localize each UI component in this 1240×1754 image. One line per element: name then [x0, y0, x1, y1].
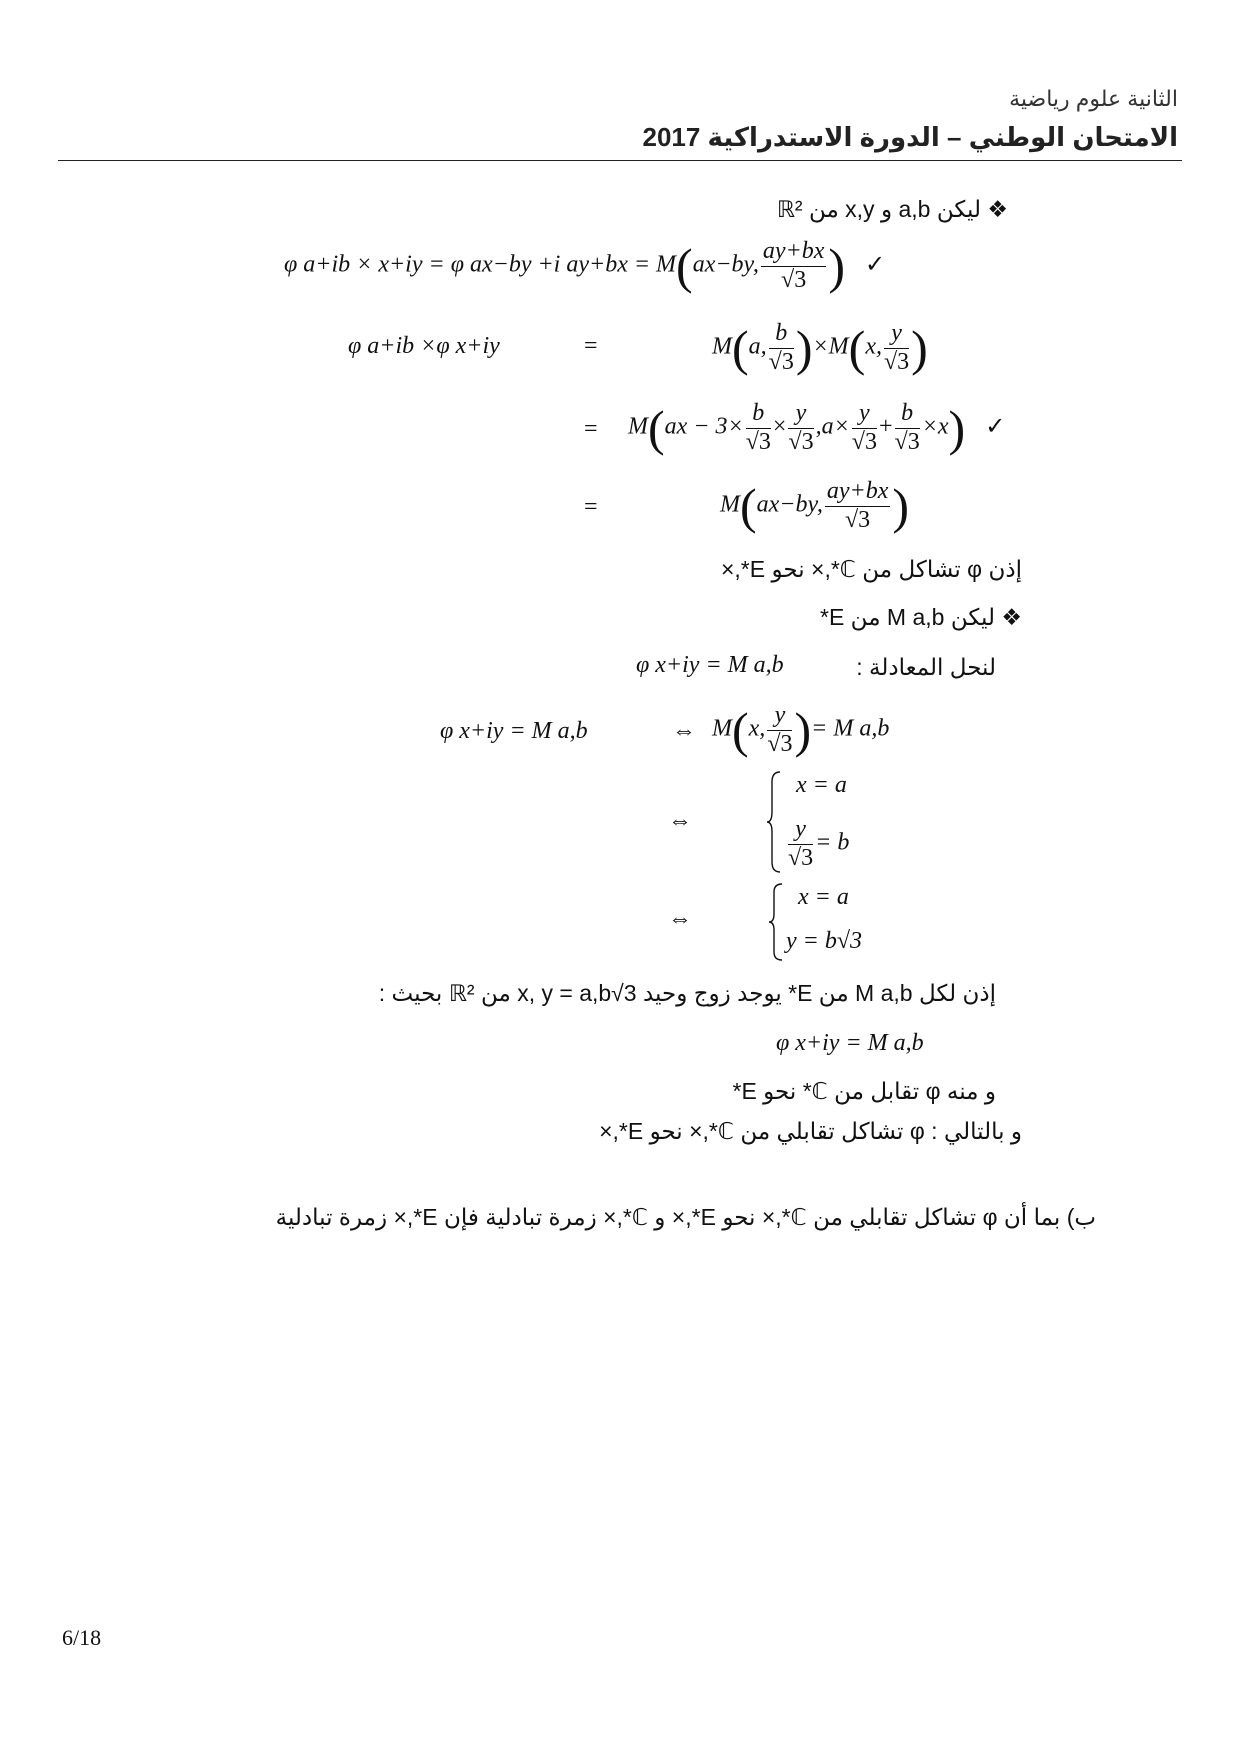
term-a: a,	[748, 333, 767, 360]
equation-inner: ax−by,	[756, 491, 823, 518]
equals-M-ab: = M a,b	[811, 715, 890, 742]
equation-result: M(ax−by, $\frac{ay+bx}{√3}$ )	[720, 478, 909, 535]
term-ax-3: ax − 3×	[664, 413, 744, 440]
header-exam-title: الامتحان الوطني – الدورة الاستدراكية 2017	[642, 122, 1178, 152]
fraction	[761, 238, 827, 294]
fraction	[746, 400, 771, 456]
fraction	[788, 400, 813, 456]
fraction	[825, 478, 891, 534]
plus-sign: +	[878, 413, 893, 440]
term-x: x,	[748, 715, 766, 742]
equals-sign: =	[584, 333, 598, 359]
solve-equation-label: لنحل المعادلة :	[856, 654, 996, 680]
fraction-denominator: √3	[788, 428, 814, 455]
conclusion-bijection: و منه φ تقابل من ℂ* نحو E*	[732, 1078, 996, 1104]
matrix-M: M	[720, 491, 740, 518]
fraction-numerator: b	[769, 320, 794, 349]
fraction-numerator: ay+bx	[825, 478, 891, 507]
fraction-numerator: b	[746, 400, 771, 429]
equation-phi-product: φ a+ib × x+iy = φ ax−by +i ay+bx = M(ax−by, $\frac{ay+bx}{√3}$ ) ✓	[284, 238, 886, 295]
term-a-times: ,a×	[815, 413, 850, 440]
system1-eq2	[786, 816, 849, 872]
fraction-numerator: y	[788, 400, 813, 429]
check-icon: ✓	[865, 251, 886, 278]
fraction-numerator: ay+bx	[761, 238, 827, 267]
equals-b: = b	[815, 829, 850, 856]
page-number: 6/18	[62, 1625, 102, 1650]
header-divider	[58, 160, 1182, 161]
conclusion-isomorphism: و بالتالي : φ تشاكل تقابلي من ℂ*,× نحو E*,×	[599, 1118, 1022, 1144]
fraction	[884, 320, 909, 376]
equivalence-rhs: M(x, $\frac{y}{√3}$ )= M a,b	[712, 702, 890, 759]
fraction-numerator: y	[788, 816, 813, 845]
matrix-M: M	[712, 715, 732, 742]
fraction-numerator: y	[852, 400, 877, 429]
fraction-numerator: b	[895, 400, 920, 429]
fraction-denominator: √3	[781, 266, 807, 293]
statement-let-ab-xy: ❖ ليكن a,b و x,y من ℝ²	[776, 196, 1008, 222]
equation-phi-equals: φ x+iy = M a,b	[776, 1030, 924, 1056]
system2-eq1: x = a	[798, 884, 849, 910]
fraction	[788, 816, 813, 872]
part-b-abelian-group: ب) بما أن φ تشاكل تقابلي من ℂ*,× نحو E*,× و ℂ*,× زمرة تبادلية فإن E*,× زمرة تبادلية	[275, 1204, 1096, 1230]
conclusion-unique-pair: إذن لكل M a,b من E* يوجد زوج وحيد x, y = a,b√3 من ℝ² بحيث :	[378, 980, 996, 1006]
equation-expanded: M(ax − 3× $\frac{b}{√3}$ × $\frac{y}{√3}$ ,a× $\frac{y}{√3}$ + $\frac{b}{√3}$ ×x) ✓	[628, 400, 1006, 457]
fraction-denominator: √3	[883, 348, 910, 375]
fraction-denominator: √3	[788, 844, 814, 871]
system2-eq2: y = b√3	[786, 928, 863, 954]
fraction-denominator: √3	[745, 428, 771, 455]
iff-symbol: ⇔	[668, 808, 692, 834]
times-M: ×M	[812, 333, 849, 360]
equation-inner: ax−by,	[692, 251, 759, 278]
fraction	[767, 702, 792, 758]
equation-lhs: φ a+ib × x+iy = φ ax−by +i ay+bx = M	[284, 251, 677, 278]
term-times-x: ×x	[921, 413, 949, 440]
equation-matrix-product: M(a, $\frac{b}{√3}$ )×M(x, $\frac{y}{√3}$ )	[712, 320, 928, 377]
equivalence-lhs: φ x+iy = M a,b	[440, 718, 588, 744]
iff-symbol: ⇔	[668, 906, 692, 932]
statement-let-M: ❖ ليكن M a,b من E*	[820, 604, 1022, 630]
fraction-denominator: √3	[845, 506, 871, 533]
equals-sign: =	[584, 494, 598, 520]
fraction-numerator: y	[767, 702, 792, 731]
system-brace	[766, 770, 782, 874]
equation-phi-phi-lhs: φ a+ib ×φ x+iy	[348, 333, 500, 359]
header-subject: الثانية علوم رياضية	[1009, 86, 1178, 111]
fraction	[769, 320, 794, 376]
system-brace	[768, 882, 784, 962]
fraction-denominator: √3	[851, 428, 877, 455]
fraction-numerator: y	[884, 320, 909, 349]
matrix-M: M	[712, 333, 732, 360]
fraction	[852, 400, 877, 456]
term-x: x,	[865, 333, 882, 360]
system1-eq1: x = a	[796, 772, 847, 798]
fraction	[895, 400, 920, 456]
conclusion-homomorphism: إذن φ تشاكل من ℂ*,× نحو E*,×	[720, 556, 1022, 582]
fraction-denominator: √3	[768, 348, 794, 375]
equals-sign: =	[584, 416, 598, 442]
check-icon: ✓	[985, 413, 1006, 440]
iff-symbol: ⇔	[672, 718, 696, 744]
equation-to-solve: φ x+iy = M a,b	[636, 652, 784, 678]
matrix-M: M	[628, 413, 648, 440]
fraction-denominator: √3	[767, 730, 793, 757]
fraction-denominator: √3	[894, 428, 920, 455]
